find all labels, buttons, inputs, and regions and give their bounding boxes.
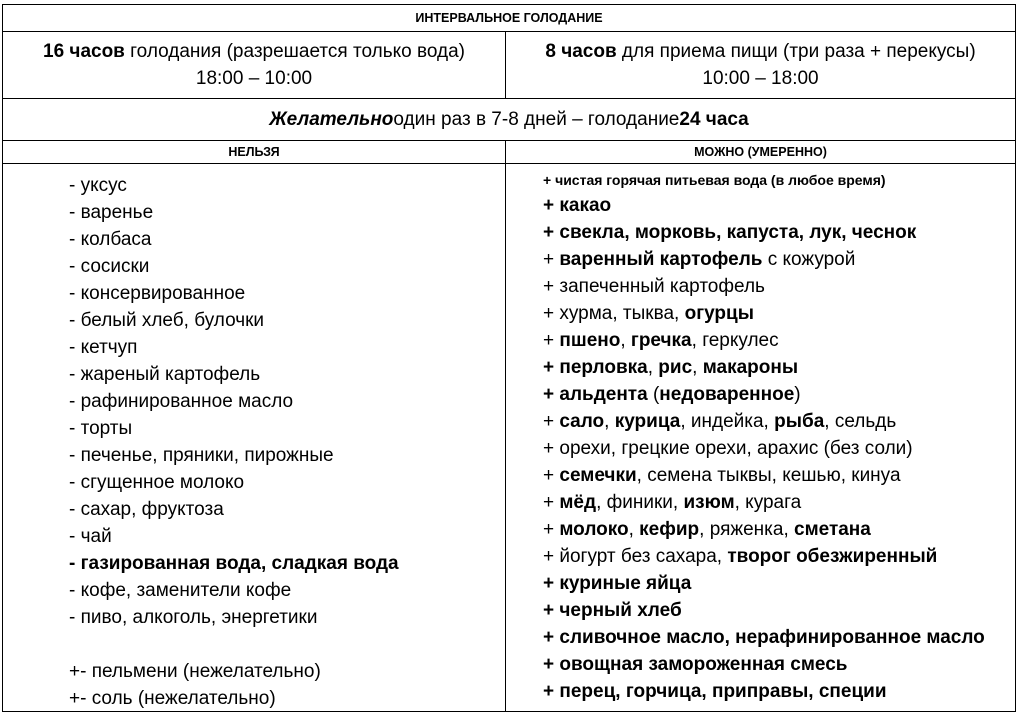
- allowed-item: [543, 489, 1015, 516]
- allowed-item-text: ,: [604, 411, 615, 432]
- allowed-item-text: + перловка: [543, 357, 648, 378]
- allowed-item-text: изюм: [683, 492, 735, 513]
- allowed-item-text: +: [543, 249, 560, 270]
- fasting-description: голодания (разрешается только вода): [124, 41, 465, 62]
- allowed-item-text: творог обезжиренный: [727, 546, 938, 567]
- forbidden-item-text: - сахар, фруктоза: [69, 499, 224, 520]
- forbidden-item-text: - рафинированное масло: [69, 391, 294, 412]
- allowed-item: [543, 273, 1015, 300]
- fasting-line: [43, 38, 465, 65]
- forbidden-item-text: +- пельмени (нежелательно): [69, 661, 321, 682]
- allowed-item-text: + орехи, грецкие орехи, арахис (без соли): [543, 438, 913, 459]
- allowed-item-text: +: [543, 519, 560, 540]
- forbidden-item: [69, 280, 505, 307]
- allowed-list: [506, 164, 1015, 711]
- forbidden-item: [69, 226, 505, 253]
- allowed-item: [543, 170, 1015, 190]
- allowed-item-text: + хурма, тыква,: [543, 303, 685, 324]
- allowed-item: [543, 678, 1015, 705]
- weekly-fast-row: [3, 99, 1015, 141]
- table-title-text: ИНТЕРВАЛЬНОЕ ГОЛОДАНИЕ: [415, 11, 603, 25]
- weekly-fast-duration: 24 часа: [679, 108, 749, 130]
- forbidden-item: [69, 172, 505, 199]
- allowed-item-text: макароны: [702, 357, 799, 378]
- allowed-item-text: , финики,: [596, 492, 684, 513]
- eating-hours: 8 часов: [545, 41, 617, 62]
- forbidden-item: [69, 334, 505, 361]
- allowed-item-text: + куриные яйца: [543, 573, 692, 594]
- allowed-item-text: + черный хлеб: [543, 600, 682, 621]
- hours-row: [3, 32, 1015, 99]
- allowed-item-text: варенный картофель: [559, 249, 763, 270]
- allowed-item: [543, 300, 1015, 327]
- allowed-item-text: + чистая горячая питьевая вода (в любое время): [543, 172, 886, 188]
- allowed-item-text: + овощная замороженная смесь: [543, 654, 848, 675]
- eating-time: 10:00 – 18:00: [702, 68, 819, 89]
- columns-body-row: [3, 164, 1015, 711]
- forbidden-item-text: - консервированное: [69, 283, 246, 304]
- allowed-item-text: кефир: [639, 519, 700, 540]
- forbidden-list: [3, 164, 506, 711]
- forbidden-item-text: - белый хлеб, булочки: [69, 310, 265, 331]
- allowed-item-text: , индейка,: [680, 411, 775, 432]
- allowed-item-text: с кожурой: [762, 249, 856, 270]
- allowed-item-text: ,: [692, 357, 703, 378]
- allowed-item-text: огурцы: [684, 303, 754, 324]
- allowed-item: [543, 570, 1015, 597]
- fasting-cell: [3, 32, 506, 98]
- allowed-item-text: +: [543, 330, 560, 351]
- allowed-item-text: + перец, горчица, приправы, специи: [543, 681, 887, 702]
- allowed-item: [543, 435, 1015, 462]
- forbidden-item: [69, 496, 505, 523]
- forbidden-item: [69, 415, 505, 442]
- forbidden-item-text: - колбаса: [69, 229, 152, 250]
- allowed-item: [543, 219, 1015, 246]
- allowed-item-text: курица: [614, 411, 681, 432]
- allowed-item: [543, 462, 1015, 489]
- allowed-item-text: + запеченный картофель: [543, 276, 765, 297]
- allowed-item-text: , сельдь: [824, 411, 897, 432]
- allowed-item: [543, 246, 1015, 273]
- allowed-item-text: рыба: [774, 411, 825, 432]
- allowed-item-text: , геркулес: [691, 330, 779, 351]
- forbidden-item: [69, 442, 505, 469]
- allowed-item: [543, 327, 1015, 354]
- forbidden-item-text: - торты: [69, 418, 133, 439]
- eating-cell: [506, 32, 1015, 98]
- allowed-item-text: + сливочное масло, нерафинированное масло: [543, 627, 985, 648]
- allowed-item-text: гречка: [630, 330, 692, 351]
- fasting-hours: 16 часов: [43, 41, 125, 62]
- forbidden-item-text: - пиво, алкоголь, энергетики: [69, 607, 318, 628]
- forbidden-item: [69, 550, 505, 577]
- allowed-item-text: пшено: [559, 330, 621, 351]
- allowed-item-text: , курага: [734, 492, 802, 513]
- forbidden-item: [69, 577, 505, 604]
- forbidden-item-text: - сгущенное молоко: [69, 472, 245, 493]
- forbidden-item-text: - газированная вода, сладкая вода: [69, 553, 399, 574]
- forbidden-item-text: - жареный картофель: [69, 364, 261, 385]
- allowed-item-text: рис: [658, 357, 693, 378]
- allowed-item-text: , семена тыквы, кешью, кинуа: [636, 465, 901, 486]
- weekly-fast-prefix: Желательно: [269, 108, 394, 130]
- forbidden-item: [69, 658, 505, 685]
- allowed-item-text: +: [543, 465, 560, 486]
- forbidden-item: [69, 388, 505, 415]
- forbidden-item: [69, 685, 505, 712]
- forbidden-item: [69, 604, 505, 631]
- forbidden-item-text: - кетчуп: [69, 337, 138, 358]
- allowed-item: [543, 192, 1015, 219]
- allowed-item-text: + йогурт без сахара,: [543, 546, 728, 567]
- forbidden-item-text: - кофе, заменители кофе: [69, 580, 292, 601]
- allowed-item-text: сало: [559, 411, 605, 432]
- allowed-item: [543, 381, 1015, 408]
- eating-description: для приема пищи (три раза + перекусы): [616, 41, 976, 62]
- allowed-item-text: недоваренное: [659, 384, 795, 405]
- forbidden-item: [69, 253, 505, 280]
- forbidden-item-text: - уксус: [69, 175, 127, 196]
- allowed-item-text: ): [794, 384, 801, 405]
- allowed-item: [543, 354, 1015, 381]
- forbidden-item-text: +- соль (нежелательно): [69, 688, 276, 709]
- allowed-item-text: (: [647, 384, 660, 405]
- allowed-item: [543, 597, 1015, 624]
- allowed-item: [543, 543, 1015, 570]
- allowed-item-text: мёд: [559, 492, 597, 513]
- list-spacer: [69, 631, 505, 658]
- allowed-item-text: ,: [647, 357, 659, 378]
- allowed-item-text: семечки: [559, 465, 637, 486]
- allowed-item-text: ,: [620, 330, 631, 351]
- forbidden-item-text: - печенье, пряники, пирожные: [69, 445, 334, 466]
- eating-line: [545, 38, 975, 65]
- allowed-item-text: + альдента: [543, 384, 648, 405]
- forbidden-item: [69, 307, 505, 334]
- allowed-item-text: ,: [628, 519, 640, 540]
- table-title: [3, 5, 1015, 32]
- allowed-item: [543, 408, 1015, 435]
- allowed-item-text: молоко: [559, 519, 629, 540]
- forbidden-item: [69, 469, 505, 496]
- forbidden-item-text: - чай: [69, 526, 112, 547]
- columns-header-row: [3, 141, 1015, 164]
- fasting-table: [2, 4, 1016, 712]
- allowed-item-text: +: [543, 492, 560, 513]
- forbidden-item-text: - сосиски: [69, 256, 150, 277]
- forbidden-item: [69, 523, 505, 550]
- weekly-fast-middle: один раз в 7-8 дней – голодание: [393, 108, 680, 130]
- allowed-item-text: + свекла, морковь, капуста, лук, чеснок: [543, 222, 917, 243]
- forbidden-item-text: - варенье: [69, 202, 154, 223]
- allowed-header: МОЖНО (УМЕРЕННО): [694, 145, 827, 159]
- allowed-item-text: , ряженка,: [699, 519, 794, 540]
- allowed-item: [543, 651, 1015, 678]
- forbidden-item: [69, 199, 505, 226]
- allowed-item: [543, 624, 1015, 651]
- allowed-item-text: сметана: [794, 519, 871, 540]
- forbidden-header: НЕЛЬЗЯ: [3, 141, 506, 163]
- allowed-item: [543, 516, 1015, 543]
- allowed-item-text: +: [543, 411, 560, 432]
- allowed-item-text: + какао: [543, 195, 612, 216]
- forbidden-item: [69, 361, 505, 388]
- fasting-time: 18:00 – 10:00: [195, 68, 313, 89]
